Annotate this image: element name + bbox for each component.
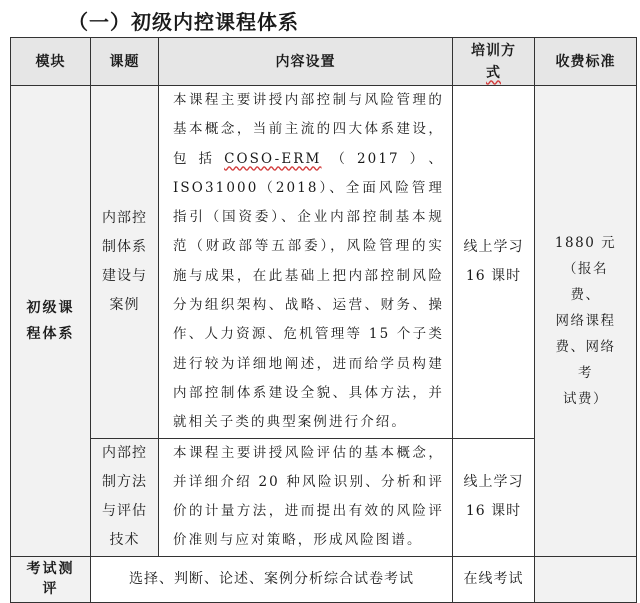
format-cell xyxy=(453,438,535,556)
exam-label-line2: 评 xyxy=(42,581,59,598)
fee-line: 1880 元 xyxy=(554,234,617,251)
module-cell xyxy=(11,86,91,557)
fee-line: 费、网络考 xyxy=(555,338,616,381)
content-cell: 本课程主要讲授风险评估的基本概念，并详细介绍 20 种风险识别、分析和评价的计量方法，进而提出有效的风险评价准则与应对策略，形成风险图谱。 xyxy=(159,438,453,556)
topic-line: 案例 xyxy=(109,296,140,313)
header-format-line1: 培训方 xyxy=(471,42,516,59)
format-cell xyxy=(453,86,535,439)
fee-line: 网络课程 xyxy=(555,312,616,329)
exam-fee-cell xyxy=(535,556,637,602)
topic-line: 内部控 xyxy=(102,445,147,462)
format-line2: 16 课时 xyxy=(465,503,522,520)
topic-line: 制体系 xyxy=(102,238,147,255)
format-line1: 线上学习 xyxy=(463,474,524,491)
topic-cell xyxy=(91,86,159,439)
fee-cell xyxy=(535,86,637,557)
format-line1: 线上学习 xyxy=(463,238,524,255)
header-fee: 收费标准 xyxy=(535,38,637,86)
exam-row xyxy=(11,556,637,602)
fee-line: 试费） xyxy=(563,390,608,407)
exam-format-cell: 在线考试 xyxy=(453,556,535,602)
exam-content-cell: 选择、判断、论述、案例分析综合试卷考试 xyxy=(91,556,453,602)
header-module: 模块 xyxy=(11,38,91,86)
content-cell xyxy=(159,86,453,439)
header-topic: 课题 xyxy=(91,38,159,86)
content-text: （2017）、ISO31000（2018）、全面风险管理指引（国资委）、企业内部控制基本规范（财政部等五部委），风险管理的实施与成果，在此基础上把内部控制风险分为组织架构、战略、运营、财务、操作、人力资源、危机管理等 15 个子类进行较为详细地阐述，进而给学员构建内部控制体系建设全貌、具体方法，并就相关子类的典型案例进行介绍。 xyxy=(173,150,444,431)
module-name-line1: 初级课 xyxy=(26,299,75,316)
topic-line: 与评估 xyxy=(102,503,147,520)
topic-line: 制方法 xyxy=(102,474,147,491)
header-format xyxy=(453,38,535,86)
header-content: 内容设置 xyxy=(159,38,453,86)
table-row xyxy=(11,86,637,439)
topic-line: 技术 xyxy=(109,532,140,549)
module-name-line2: 程体系 xyxy=(26,325,75,342)
fee-line: （报名费、 xyxy=(563,260,608,303)
format-line2: 16 课时 xyxy=(465,267,522,284)
section-title: （一）初级内控课程体系 xyxy=(68,10,299,34)
topic-line: 内部控 xyxy=(102,209,147,226)
content-coso: COSO-ERM xyxy=(224,150,322,167)
content-text: 本课程主要讲授内部控制与风险管理的基本概念，当前主流的四大体系建设，包括 xyxy=(173,92,444,167)
course-table xyxy=(10,37,637,603)
header-row xyxy=(11,38,637,86)
header-format-line2: 式 xyxy=(486,64,501,81)
topic-line: 建设与 xyxy=(102,267,147,284)
exam-label-cell xyxy=(11,556,91,602)
exam-label-line1: 考试测 xyxy=(26,561,75,578)
topic-cell xyxy=(91,438,159,556)
